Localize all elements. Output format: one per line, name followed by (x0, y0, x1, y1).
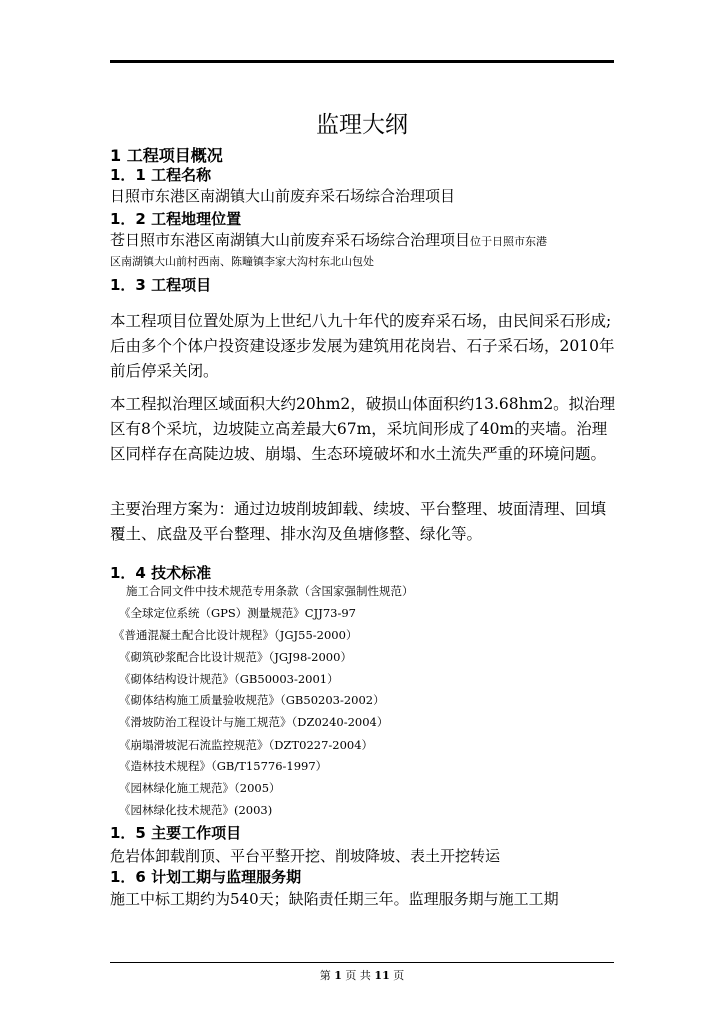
footer-prefix: 第 (319, 969, 331, 982)
paragraph-treatment-plan: 主要治理方案为：通过边坡削坡卸载、续坡、平台整理、坡面清理、回填覆土、底盘及平台整理、排水沟及鱼塘修整、绿化等。 (110, 500, 607, 543)
standard-item: 《全球定位系统（GPS）测量规范》CJJ73-97 (119, 606, 356, 620)
footer-page-number: 1 (334, 969, 342, 982)
footer-total-pages: 11 (374, 969, 390, 982)
standard-item: 《滑坡防治工程设计与施工规范》（DZ0240-2004） (119, 715, 389, 729)
location-line-2: 区南湖镇大山前村西南、陈疃镇李家大沟村东北山包处 (110, 255, 374, 268)
standard-item: 《砌筑砂浆配合比设计规范》（JGJ98-2000） (119, 650, 352, 664)
section-heading-1-6: 1．6 计划工期与监理服务期 (110, 868, 302, 886)
paragraph-site-history: 本工程项目位置处原为上世纪八九十年代的废弃采石场，由民间采石形成;后由多个个体户投资建设逐步发展为建筑用花岗岩、石子采石场，2010年前后停采关闭。 (110, 312, 615, 380)
document-title: 监理大纲 (316, 112, 408, 138)
standard-item: 《造林技术规程》（GB/T15776-1997） (119, 759, 328, 773)
section-heading-1-5: 1．5 主要工作项目 (110, 824, 242, 842)
schedule-text: 施工中标工期约为540天；缺陷责任期三年。监理服务期与施工工期 (110, 890, 559, 908)
work-items-text: 危岩体卸载削顶、平台平整开挖、削坡降坡、表土开挖转运 (110, 847, 501, 865)
page-footer (0, 967, 724, 983)
section-heading-1: 1 工程项目概况 (110, 146, 223, 165)
standard-item: 《崩塌滑坡泥石流监控规范》（DZT0227-2004） (119, 738, 374, 752)
standard-item: 《砌体结构设计规范》（GB50003-2001） (119, 672, 339, 686)
location-text-a: 苍日照市东港区南湖镇大山前废弃采石场综合治理项目 (110, 231, 471, 249)
section-heading-1-3: 1．3 工程项目 (110, 276, 212, 294)
location-text-b: 位于日照市东港 (470, 235, 548, 248)
standard-item: 施工合同文件中技术规范专用条款（含国家强制性规范） (126, 584, 414, 598)
section-heading-1-2: 1．2 工程地理位置 (110, 210, 242, 228)
standard-item: 《砌体结构施工质量验收规范》（GB50203-2002） (119, 693, 385, 707)
standard-item: 《园林绿化技术规范》(2003) (119, 803, 273, 817)
header-rule (110, 60, 614, 63)
standard-item: 《普通混凝土配合比设计规程》（JGJ55-2000） (113, 628, 358, 642)
footer-rule (110, 962, 614, 963)
footer-middle: 页 共 (345, 969, 371, 982)
section-heading-1-4: 1．4 技术标准 (110, 564, 212, 582)
location-line-1 (110, 229, 547, 250)
standard-item: 《园林绿化施工规范》（2005） (119, 781, 281, 795)
footer-suffix: 页 (393, 969, 405, 982)
section-heading-1-1: 1．1 工程名称 (110, 166, 212, 184)
paragraph-site-conditions: 本工程拟治理区域面积大约20hm2，破损山体面积约13.68hm2。拟治理区有8个采坑，边坡陡立高差最大67m，采坑间形成了40m的夹墙。治理区同样存在高陡边坡、崩塌、生态环境破坏和水土流失严重的环境问题。 (110, 395, 616, 463)
project-name-text: 日照市东港区南湖镇大山前废弃采石场综合治理项目 (110, 187, 456, 205)
